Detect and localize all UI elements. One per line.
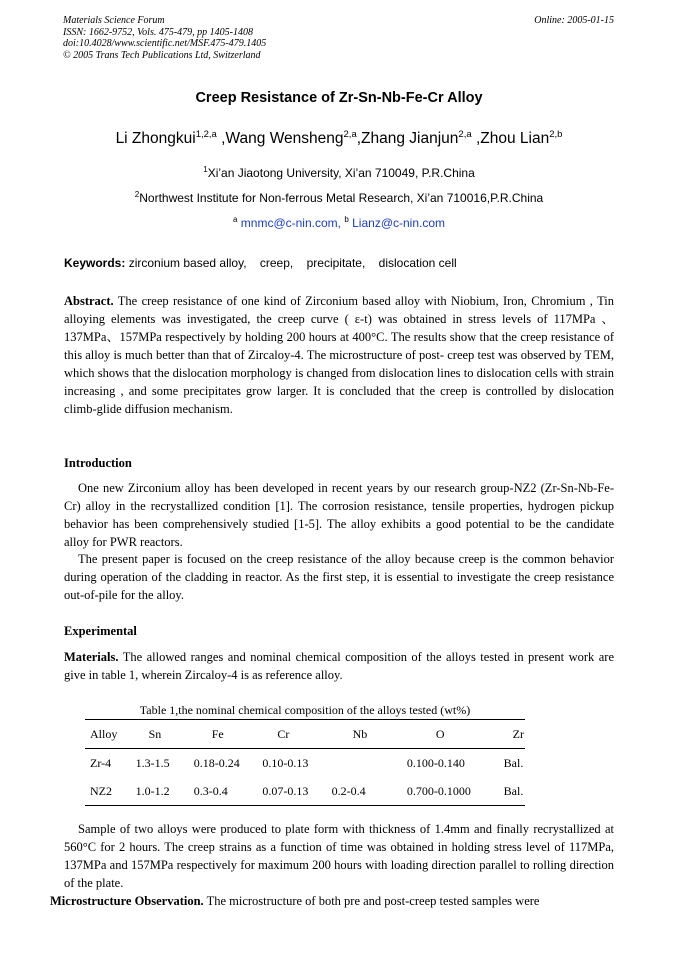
table-cell: NZ2 xyxy=(85,777,135,806)
materials-text: The allowed ranges and nominal chemical composition of the alloys tested in present work are give in table 1, wherein Zircaloy-4 is as reference alloy. xyxy=(64,650,614,682)
table-cell: 0.3-0.4 xyxy=(193,777,262,806)
affiliation-text: Northwest Institute for Non-ferrous Metal Research, Xi’an 710016,P.R.China xyxy=(139,191,544,205)
email-sup: b xyxy=(344,215,349,224)
table-cell: Bal. xyxy=(503,755,524,770)
email-link-b[interactable]: Lianz@c-nin.com xyxy=(352,216,446,230)
column-header: Zr xyxy=(503,720,525,749)
table-cell: 0.2-0.4 xyxy=(331,777,406,806)
column-header: O xyxy=(406,720,503,749)
author-sup: 1,2,a xyxy=(195,128,217,140)
affiliation-2 xyxy=(0,191,678,205)
table-cell: 1.0-1.2 xyxy=(135,777,193,806)
table-cell xyxy=(331,749,406,778)
materials-paragraph xyxy=(64,648,614,684)
author-sup: 2,a xyxy=(343,128,357,140)
author-sup: 2,a xyxy=(458,128,472,140)
copyright-line: © 2005 Trans Tech Publications Ltd, Switzerland xyxy=(63,49,261,61)
author-name: Zhou Lian xyxy=(480,130,550,147)
author-sup: 2,b xyxy=(549,128,563,140)
table-cell: 0.100-0.140 xyxy=(406,755,465,770)
doi-line: doi:10.4028/www.scientific.net/MSF.475-479.1405 xyxy=(63,38,267,49)
keyword: precipitate, xyxy=(306,256,366,270)
abstract-text: The creep resistance of one kind of Zirconium based alloy with Niobium, Iron, Chromium , Tin alloying elements was investigated, the creep curve ( ε-t) was obtained in stress levels of 117MPa 、137MPa、157MPa respectively by holding 200 hours at 400°C. The results show that the creep resistance of this alloy is much better than that of Zircaloy-4. The microstructure of post- creep test was observed by TEM, which shows that the dislocation morphology is changed from dislocation lines to dislocation cells with strain increasing , and some precipitates grow larger. It is concluded that the creep is controlled by dislocation climb-glide diffusion mechanism. xyxy=(64,294,614,416)
sample-text: Sample of two alloys were produced to plate form with thickness of 1.4mm and finally recrystallized at 560°C for 2 hours. The creep strains as a function of time was obtained in holding stress level of 117MPa, 137MPa and 157MPa respectively for maximum 200 hours with loading direction parallel to rolling direction of the plate. xyxy=(64,822,614,890)
keyword: zirconium based alloy, xyxy=(128,256,247,270)
table-cell: 0.18-0.24 xyxy=(193,755,240,770)
email-link-a[interactable]: mnmc@c-nin.com, xyxy=(240,216,341,230)
table-header-row xyxy=(85,720,525,749)
journal-name: Materials Science Forum xyxy=(63,15,165,26)
intro-paragraph-1: One new Zirconium alloy has been developed in recent years by our research group-NZ2 (Zr-Sn-Nb-Fe-Cr) alloy in the recrystallized condition [1]. The corrosion resistance, tensile properties, hydrogen pickup behavior has been comprehensively studied [1-5]. The alloy exhibits a good potential to be the candidate alloy for PWR reactors. xyxy=(64,481,614,549)
table-cell: 0.10-0.13 xyxy=(262,755,309,770)
materials-label: Materials. xyxy=(64,650,119,664)
intro-paragraph-2: The present paper is focused on the creep resistance of the alloy because creep is the common behavior during operation of the cladding in reactor. As the first step, it is essential to investigate the creep resistance out-of-pile for the alloy. xyxy=(64,552,614,602)
table-cell: Bal. xyxy=(503,777,525,806)
column-header: Cr xyxy=(261,720,330,749)
issn-line: ISSN: 1662-9752, Vols. 475-479, pp 1405-1408 xyxy=(63,26,253,38)
table-row xyxy=(85,749,525,778)
author-name: Zhang Jianjun xyxy=(361,130,459,147)
table-cell: Zr-4 xyxy=(90,755,112,770)
introduction-heading: Introduction xyxy=(64,456,132,470)
keyword: creep, xyxy=(259,256,294,270)
abstract xyxy=(64,292,614,418)
table-caption: Table 1,the nominal chemical composition of the alloys tested (wt%) xyxy=(139,703,471,717)
online-date: Online: 2005-01-15 xyxy=(534,15,614,26)
affiliation-sup: 1 xyxy=(203,165,208,174)
table-cell: 0.700-0.1000 xyxy=(406,777,503,806)
author-list: Li Zhongkui$^{1,2,a}$ ,Wang Wensheng$^{2,a}$,Zhang Jianjun$^{2,a}$ ,Zhou Lian$^{2,b}$ xyxy=(115,128,563,147)
experimental-heading: Experimental xyxy=(64,624,137,638)
column-header: Sn xyxy=(135,720,193,749)
microstructure-label: Microstructure Observation. xyxy=(50,894,204,908)
email-sup: a xyxy=(232,215,238,224)
sample-paragraph xyxy=(50,820,614,910)
author-name: Li Zhongkui xyxy=(115,130,196,147)
column-header: Fe xyxy=(193,720,262,749)
microstructure-text: The microstructure of both pre and post-creep tested samples were xyxy=(206,894,540,908)
author-name: Wang Wensheng xyxy=(225,130,344,147)
column-header: Nb xyxy=(331,720,406,749)
affiliation-1 xyxy=(0,166,678,180)
table-cell: 1.3-1.5 xyxy=(135,755,170,770)
paper-title: Creep Resistance of Zr-Sn-Nb-Fe-Cr Alloy xyxy=(195,90,483,106)
keyword: dislocation cell xyxy=(378,256,457,270)
journal-header xyxy=(63,15,266,61)
abstract-label: Abstract. xyxy=(64,294,114,308)
keywords-label: Keywords: xyxy=(64,256,126,270)
table-cell: 0.07-0.13 xyxy=(261,777,330,806)
affiliation-text: Xi’an Jiaotong University, Xi’an 710049, P.R.China xyxy=(207,166,475,180)
column-header: Alloy xyxy=(85,720,135,749)
email-line xyxy=(0,216,678,230)
keywords-line xyxy=(64,256,457,270)
composition-table xyxy=(85,719,525,806)
table-row xyxy=(85,777,525,806)
affiliation-sup: 2 xyxy=(134,190,140,199)
